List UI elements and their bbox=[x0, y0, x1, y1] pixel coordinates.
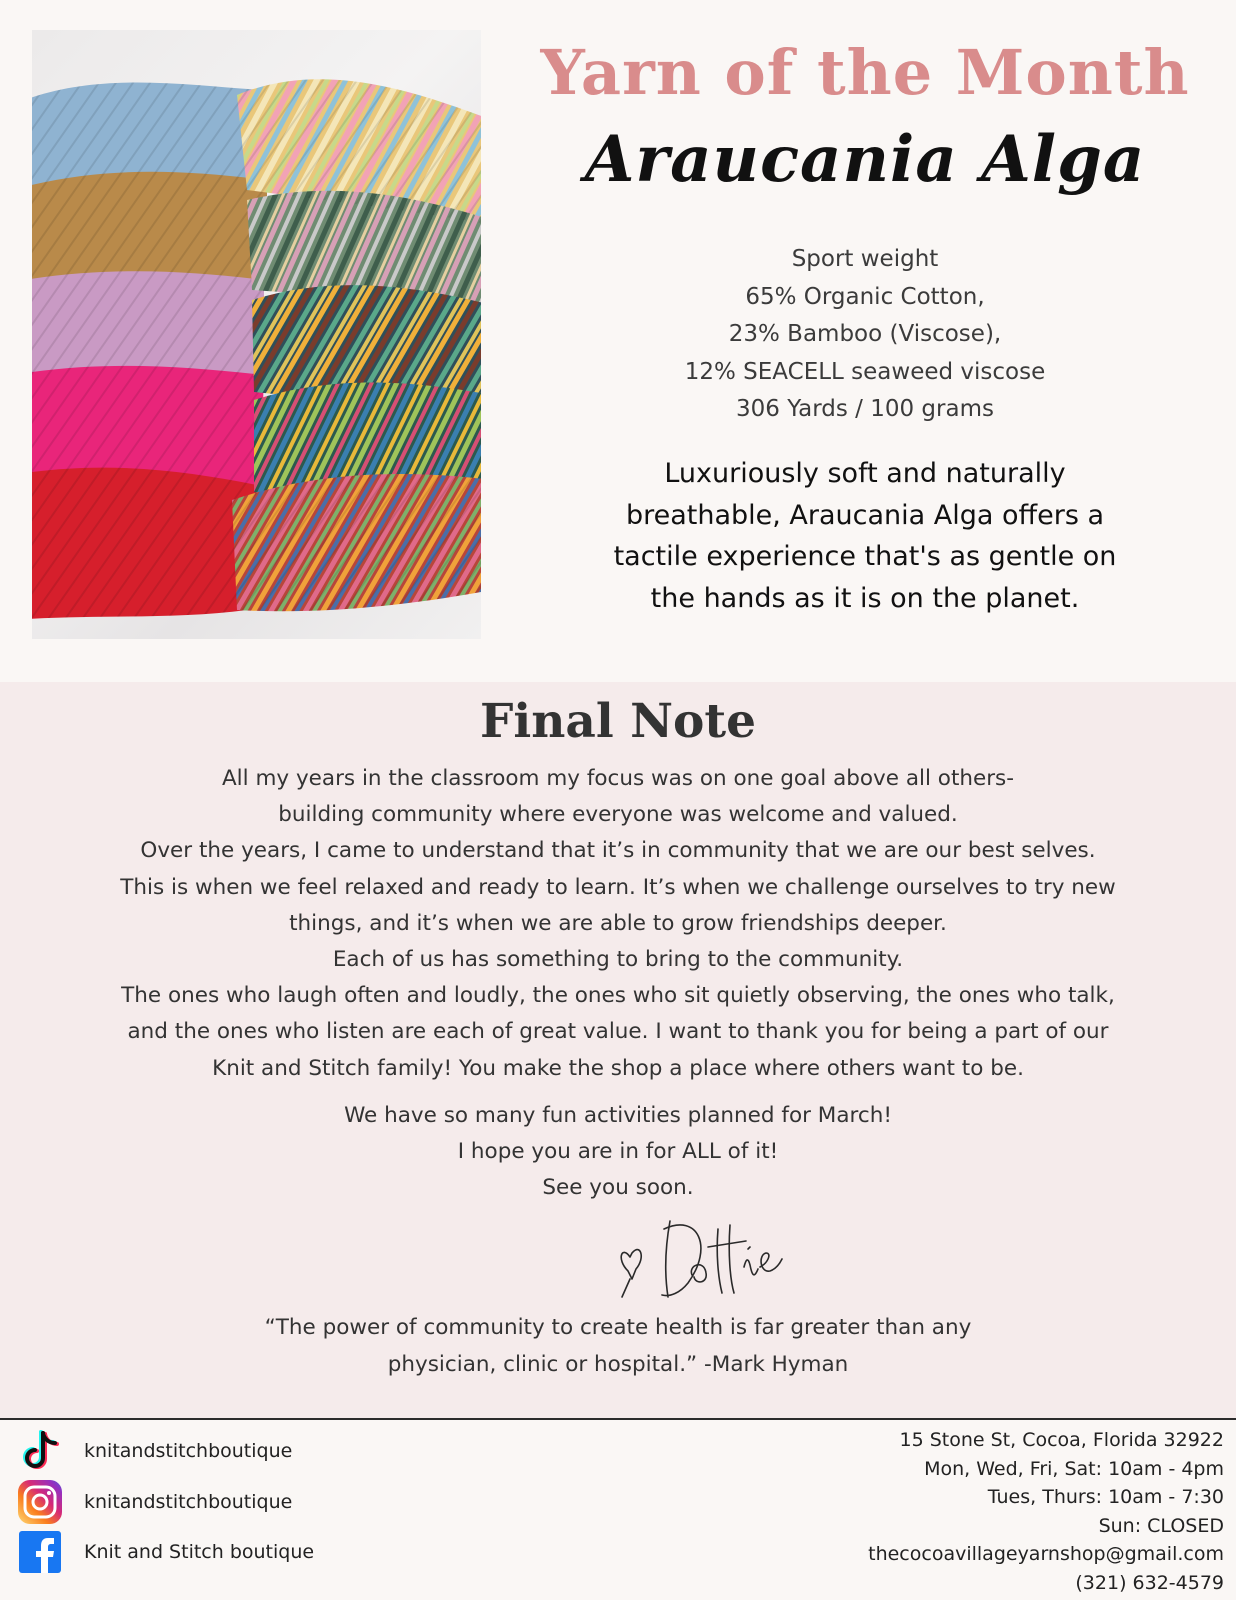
facebook-page-name: Knit and Stitch boutique bbox=[84, 1541, 315, 1563]
tiktok-icon bbox=[16, 1427, 64, 1475]
note-line: things, and it’s when we are able to grow friendships deeper. bbox=[289, 910, 947, 936]
final-note-body bbox=[20, 761, 1216, 1087]
note-line: Over the years, I came to understand that it’s in community that we are our best selves. bbox=[140, 838, 1096, 864]
store-email[interactable]: thecocoavillageyarnshop@gmail.com bbox=[868, 1543, 1224, 1566]
note-line: All my years in the classroom my focus was on one goal above all others- bbox=[221, 766, 1015, 791]
footer bbox=[0, 1420, 1236, 1600]
closing-line: I hope you are in for ALL of it! bbox=[457, 1139, 779, 1165]
instagram-link[interactable] bbox=[16, 1478, 292, 1526]
spec-fiber-seacell: 12% SEACELL seaweed viscose bbox=[684, 358, 1046, 385]
spec-weight: Sport weight bbox=[791, 246, 939, 272]
description-line: breathable, Araucania Alga offers a bbox=[625, 499, 1105, 531]
note-line: building community where everyone was welcome and valued. bbox=[278, 802, 958, 828]
closing-line: See you soon. bbox=[542, 1175, 694, 1201]
store-contact-info bbox=[868, 1426, 1224, 1598]
tiktok-handle: knitandstitchboutique bbox=[84, 1440, 293, 1462]
store-hours-sun: Sun: CLOSED bbox=[1098, 1514, 1224, 1537]
final-note-heading: Final Note bbox=[480, 694, 756, 749]
yarn-of-the-month-section bbox=[0, 0, 1236, 682]
spec-fiber-bamboo: 23% Bamboo (Viscose), bbox=[728, 321, 1002, 347]
yarn-name-heading: Araucania Alga bbox=[584, 122, 1146, 197]
description-line: Luxuriously soft and naturally bbox=[664, 458, 1066, 489]
quote-line: physician, clinic or hospital.” -Mark Hyman bbox=[387, 1351, 849, 1377]
spec-yardage: 306 Yards / 100 grams bbox=[736, 396, 994, 422]
store-hours-tth: Tues, Thurs: 10am - 7:30 bbox=[987, 1486, 1224, 1509]
store-phone[interactable]: (321) 632-4579 bbox=[1075, 1571, 1224, 1594]
quote-line: “The power of community to create health is far greater than any bbox=[264, 1315, 972, 1340]
final-note-closing bbox=[20, 1098, 1216, 1207]
mark-hyman-quote bbox=[20, 1310, 1216, 1383]
yarn-description bbox=[560, 453, 1170, 619]
yarn-specs bbox=[560, 241, 1170, 429]
description-line: tactile experience that's as gentle on bbox=[613, 541, 1117, 572]
dottie-signature bbox=[618, 1213, 798, 1313]
tiktok-link[interactable] bbox=[16, 1427, 292, 1475]
instagram-icon bbox=[16, 1478, 64, 1526]
store-address: 15 Stone St, Cocoa, Florida 32922 bbox=[899, 1429, 1224, 1451]
note-line: This is when we feel relaxed and ready to learn. It’s when we challenge ourselves to try new bbox=[120, 874, 1116, 900]
spec-fiber-cotton: 65% Organic Cotton, bbox=[745, 283, 985, 310]
description-line: the hands as it is on the planet. bbox=[650, 582, 1080, 614]
yarn-skeins-photo bbox=[32, 30, 481, 639]
heart-icon bbox=[621, 1250, 641, 1279]
note-line: Each of us has something to bring to the community. bbox=[332, 947, 904, 973]
closing-line: We have so many fun activities planned for March! bbox=[344, 1103, 892, 1128]
note-line: The ones who laugh often and loudly, the ones who sit quietly observing, the ones who talk, bbox=[121, 983, 1115, 1009]
store-hours-mwfs: Mon, Wed, Fri, Sat: 10am - 4pm bbox=[924, 1457, 1224, 1480]
note-line: Knit and Stitch family! You make the shop a place where others want to be. bbox=[212, 1055, 1024, 1081]
facebook-icon bbox=[16, 1528, 64, 1576]
facebook-link[interactable] bbox=[16, 1528, 314, 1576]
final-note-section bbox=[0, 682, 1236, 1418]
note-line: and the ones who listen are each of great value. I want to thank you for being a part of our bbox=[127, 1019, 1109, 1045]
yarn-of-the-month-heading: Yarn of the Month bbox=[540, 36, 1190, 109]
instagram-handle: knitandstitchboutique bbox=[84, 1491, 293, 1513]
